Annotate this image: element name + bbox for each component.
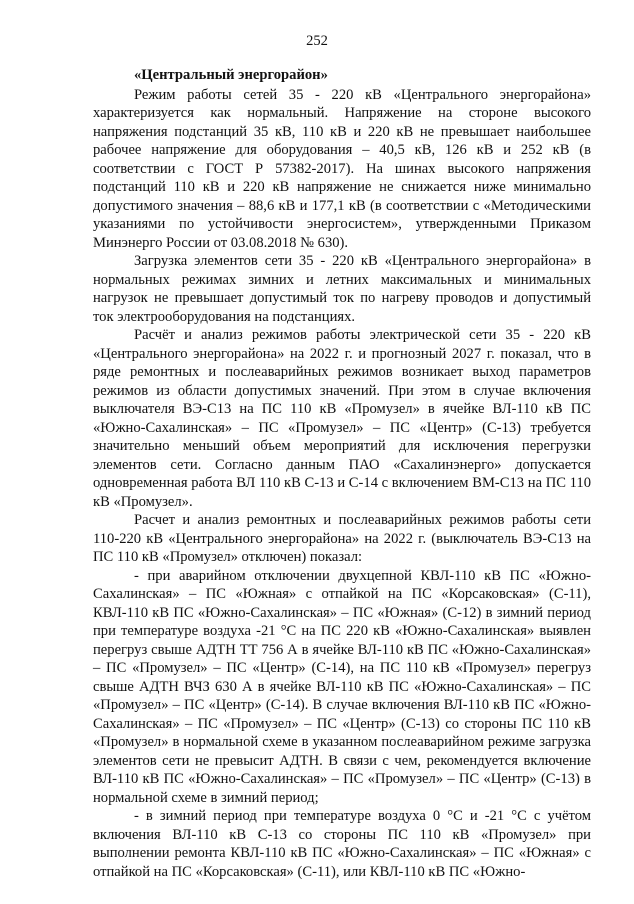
paragraph-winter-period: - в зимний период при температуре воздуха 0 °С и -21 °С с учётом включения ВЛ-110 кВ С-13 со стороны ПС 110 кВ «Промузел» при выполнении ремонта КВЛ-110 кВ ПС «Южно-Сахалинская» – ПС «Южная» с отпайкой на ПС «Корсаковская» (С-11), или КВЛ-110 кВ ПС «Южно- — [93, 808, 591, 880]
paragraph-analysis-intro: Расчет и анализ ремонтных и послеаварийных режимов работы сети 110-220 кВ «Центрального энергорайона» на 2022 г. (выключатель ВЭ-С13 на ПС 110 кВ «Промузел» отключен) показал: — [93, 512, 591, 565]
section-heading: «Центральный энергорайон» — [134, 67, 328, 83]
paragraph-normal-mode: Режим работы сетей 35 - 220 кВ «Центрального энергорайона» характеризуется как нормальный. Напряжение на стороне высокого напряжения подстанций 35 кВ, 110 кВ и 220 кВ не превышает наибольшее рабочее напряжение для оборудования – 40,5 кВ, 126 кВ и 252 кВ (в соответствии с ГОСТ Р 57382-2017). На шинах высокого напряжения подстанций 110 кВ и 220 кВ напряжение не снижается ниже минимально допустимого значения – 88,6 кВ и 177,1 кВ (в соответствии с «Методическими указаниями по устойчивости энергосистем», утвержденными Приказом Минэнерго России от 03.08.2018 № 630). — [93, 86, 591, 251]
paragraph-emergency-shutdown: - при аварийном отключении двухцепной КВЛ-110 кВ ПС «Южно-Сахалинская» – ПС «Южная» с отпайкой на ПС «Корсаковская» (С-11), КВЛ-110 кВ ПС «Южно-Сахалинская» – ПС «Южная» (С-12) в зимний период при температуре воздуха -21 °С на ПС 220 кВ «Южно-Сахалинская» выявлен перегруз свыше АДТН ТТ 756 А в ячейке ВЛ-110 кВ ПС «Южно-Сахалинская» – ПС «Промузел» – ПС «Центр» (С-14), на ПС 110 кВ «Промузел» перегруз свыше АДТН ВЧЗ 630 А в ячейке ВЛ-110 кВ ПС «Южно-Сахалинская» – ПС «Промузел» – ПС «Центр» (С-14). В случае включения ВЛ-110 кВ ПС «Южно-Сахалинская» – ПС «Промузел» – ПС «Центр» (С-13) со стороны ПС 110 кВ «Промузел» в нормальной схеме в указанном послеаварийном режиме загрузка элементов сети не превысит АДТН. В связи с чем, рекомендуется включение ВЛ-110 кВ ПС «Южно-Сахалинская» – ПС «Промузел» – ПС «Центр» (С-13) в нормальной схеме в зимний период; — [93, 567, 591, 806]
document-body — [93, 66, 591, 881]
paragraph-calculation: Расчёт и анализ режимов работы электрической сети 35 - 220 кВ «Центрального энергорайона» на 2022 г. и прогнозный 2027 г. показал, что в ряде ремонтных и послеаварийных режимов возникает выход параметров режимов из области допустимых значений. При этом в случае включения выключателя ВЭ-С13 на ПС 110 кВ «Промузел» в ячейке ВЛ-110 кВ ПС «Южно-Сахалинская» – ПС «Промузел» – ПС «Центр» (С-13) требуется значительно меньший объем мероприятий для исключения перегрузки элементов сети. Согласно данным ПАО «Сахалинэнерго» допускается одновременная работа ВЛ 110 кВ С-13 и С-14 с включением ВМ-С13 на ПС 110 кВ «Промузел». — [93, 327, 591, 510]
page-number: 252 — [306, 33, 328, 49]
paragraph-load: Загрузка элементов сети 35 - 220 кВ «Центрального энергорайона» в нормальных режимах зимних и летних максимальных и минимальных нагрузок не превышает допустимый ток по нагреву проводов и допустимый ток электрооборудования на подстанциях. — [93, 253, 591, 325]
